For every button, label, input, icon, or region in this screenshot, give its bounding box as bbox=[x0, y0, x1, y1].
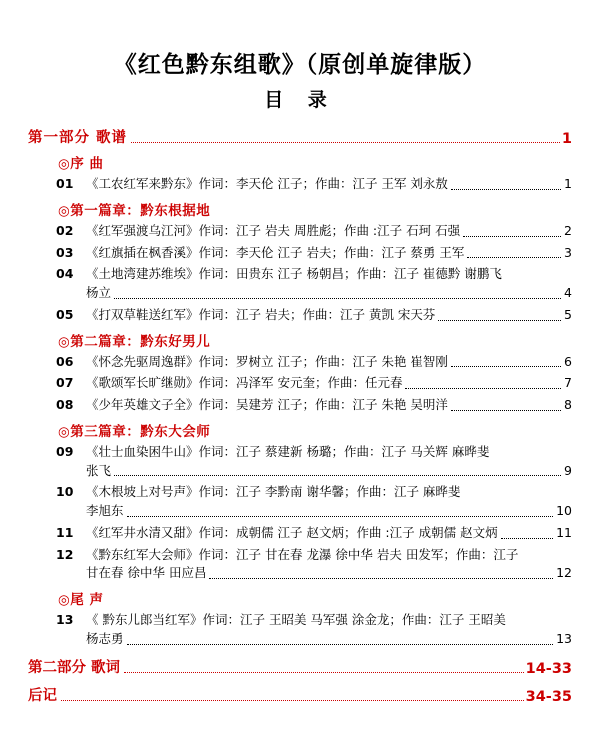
leader-dots bbox=[405, 387, 561, 389]
leader-dots bbox=[114, 297, 561, 299]
entry-text: 《红军强渡乌江河》作词：江子 岩夫 周胜彪；作曲 :江子 石珂 石强 bbox=[86, 222, 461, 238]
leader-dots bbox=[463, 235, 561, 237]
section-page-number: 34-35 bbox=[525, 688, 572, 705]
leader-dots bbox=[451, 365, 561, 367]
entry-body bbox=[86, 483, 572, 521]
entry-text: 《怀念先驱周逸群》作词：罗树立 江子；作曲：江子 朱艳 崔智刚 bbox=[86, 353, 448, 369]
entry-wrap-text: 杨志勇 bbox=[86, 630, 124, 646]
list-item[interactable] bbox=[28, 175, 572, 194]
entry-body bbox=[86, 244, 572, 263]
entry-page-number: 1 bbox=[564, 176, 572, 191]
entry-number: 10 bbox=[56, 484, 74, 500]
leader-dots bbox=[61, 699, 524, 701]
entry-page-number: 13 bbox=[556, 630, 572, 646]
entry-page-number: 6 bbox=[564, 353, 572, 369]
section-label: 第一部分 歌谱 bbox=[28, 130, 128, 146]
entry-number: 06 bbox=[56, 353, 74, 369]
entry-body bbox=[86, 306, 572, 325]
entry-number: 04 bbox=[56, 266, 74, 282]
page-title: 《红色黔东组歌》（原创单旋律版） bbox=[113, 51, 487, 78]
entry-text: 《 黔东儿郎当红军》作词：江子 王昭美 马军强 涂金龙；作曲：江子 王昭美 bbox=[86, 612, 506, 627]
entry-text: 《土地湾建苏维埃》作词：田贵东 江子 杨朝昌；作曲：江子 崔德黔 谢鹏飞 bbox=[86, 266, 502, 282]
list-item[interactable] bbox=[28, 222, 572, 241]
leader-dots bbox=[501, 537, 554, 539]
list-item[interactable] bbox=[28, 524, 572, 543]
leader-dots bbox=[451, 188, 561, 190]
list-item[interactable] bbox=[28, 483, 572, 521]
leader-dots bbox=[127, 515, 554, 517]
entry-page-number: 7 bbox=[564, 375, 572, 391]
entry-number: 09 bbox=[56, 443, 74, 459]
entry-text: 《红旗插在枫香溪》作词：李天伦 江子 岩夫；作曲：江子 蔡勇 王军 bbox=[86, 244, 465, 260]
entry-body bbox=[86, 546, 572, 584]
leader-dots bbox=[451, 409, 561, 411]
leader-dots bbox=[209, 577, 553, 579]
entry-text: 《歌颂军长旷继勋》作词：冯泽军 安元奎；作曲：任元春 bbox=[86, 375, 403, 391]
entry-text: 《红军井水清又甜》作词：成朝儒 江子 赵文炳；作曲 :江子 成朝儒 赵文炳 bbox=[86, 524, 498, 540]
entry-number: 13 bbox=[56, 612, 74, 627]
entry-wrap-text: 杨立 bbox=[86, 285, 112, 300]
entry-page-number: 3 bbox=[564, 244, 572, 260]
section-label: 第二部分 歌词 bbox=[28, 659, 121, 676]
entry-number: 01 bbox=[56, 176, 74, 191]
list-item[interactable] bbox=[28, 443, 572, 481]
entry-number: 05 bbox=[56, 306, 74, 322]
entry-number: 07 bbox=[56, 375, 74, 391]
entry-number: 11 bbox=[56, 524, 74, 540]
leader-dots bbox=[467, 256, 561, 258]
leader-dots bbox=[127, 643, 554, 645]
list-item[interactable] bbox=[28, 546, 572, 584]
entry-page-number: 2 bbox=[564, 222, 572, 238]
group-heading-prelude: ◎序 曲 bbox=[58, 156, 104, 172]
group-heading-chapter3: ◎第三篇章：黔东大会师 bbox=[58, 423, 211, 440]
entry-body bbox=[86, 374, 572, 393]
leader-dots bbox=[438, 319, 561, 321]
leader-dots bbox=[124, 671, 524, 673]
entry-page-number: 10 bbox=[556, 503, 572, 518]
list-item[interactable] bbox=[28, 244, 572, 263]
leader-dots bbox=[131, 141, 560, 143]
toc-section-part2[interactable] bbox=[28, 656, 572, 677]
entry-number: 08 bbox=[56, 397, 74, 412]
entry-number: 03 bbox=[56, 244, 74, 260]
entry-text: 《工农红军来黔东》作词：李天伦 江子；作曲：江子 王军 刘永敖 bbox=[86, 176, 448, 191]
entry-page-number: 5 bbox=[564, 306, 572, 322]
section-page-number: 14-33 bbox=[525, 660, 572, 677]
list-item[interactable] bbox=[28, 396, 572, 415]
section-label: 后记 bbox=[28, 687, 57, 704]
group-heading-finale: ◎尾 声 bbox=[58, 592, 104, 608]
entry-body bbox=[86, 353, 572, 372]
entry-page-number: 9 bbox=[564, 462, 572, 478]
entry-number: 12 bbox=[56, 546, 74, 562]
list-item[interactable] bbox=[28, 265, 572, 303]
toc-section-afterword[interactable] bbox=[28, 684, 572, 705]
entry-body bbox=[86, 175, 572, 194]
entry-number: 02 bbox=[56, 222, 74, 238]
entry-wrap-text: 李旭东 bbox=[86, 503, 124, 518]
group-heading-chapter1: ◎第一篇章：黔东根据地 bbox=[58, 202, 211, 219]
toc-section-part1[interactable] bbox=[28, 126, 572, 147]
entry-body bbox=[86, 611, 572, 649]
entry-body bbox=[86, 524, 572, 543]
leader-dots bbox=[114, 474, 561, 476]
entry-text: 《打双草鞋送红军》作词：江子 岩夫；作曲：江子 黄凯 宋天芬 bbox=[86, 306, 436, 322]
entry-page-number: 11 bbox=[556, 524, 572, 540]
page-subtitle: 目 录 bbox=[264, 89, 336, 111]
entry-page-number: 4 bbox=[564, 285, 572, 300]
entry-text: 《壮士血染困牛山》作词：江子 蔡建新 杨璐；作曲：江子 马关辉 麻晔斐 bbox=[86, 443, 490, 459]
entry-text: 《少年英雄文子全》作词：吴建芳 江子；作曲：江子 朱艳 吴明洋 bbox=[86, 397, 448, 412]
list-item[interactable] bbox=[28, 353, 572, 372]
entry-wrap-text: 甘在春 徐中华 田应昌 bbox=[86, 565, 207, 581]
group-heading-chapter2: ◎第二篇章：黔东好男儿 bbox=[58, 333, 211, 350]
entry-body bbox=[86, 443, 572, 481]
entry-wrap-text: 张飞 bbox=[86, 462, 112, 478]
section-page-number: 1 bbox=[561, 131, 572, 147]
entry-page-number: 12 bbox=[556, 565, 572, 581]
entry-text: 《黔东红军大会师》作词：江子 甘在春 龙瀑 徐中华 岩夫 田发军；作曲：江子 bbox=[86, 546, 519, 562]
entry-body bbox=[86, 222, 572, 241]
list-item[interactable] bbox=[28, 611, 572, 649]
list-item[interactable] bbox=[28, 306, 572, 325]
entry-text: 《木根坡上对号声》作词：江子 李黔南 谢华馨；作曲：江子 麻晔斐 bbox=[86, 484, 461, 500]
entry-page-number: 8 bbox=[564, 397, 572, 412]
list-item[interactable] bbox=[28, 374, 572, 393]
entry-body bbox=[86, 396, 572, 415]
entry-body bbox=[86, 265, 572, 303]
